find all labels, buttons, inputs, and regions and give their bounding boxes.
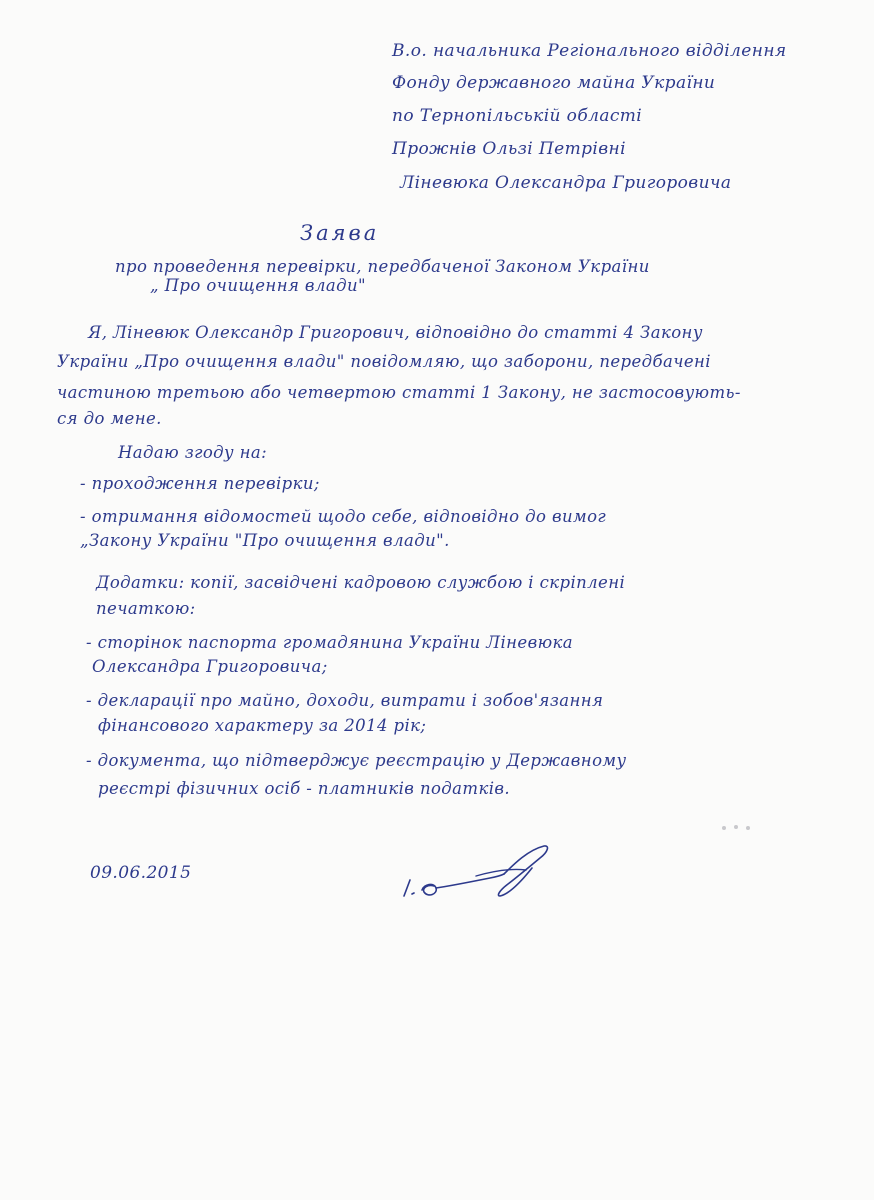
attachments-intro-line-2: печаткою: <box>96 599 196 618</box>
attachment-item-2-line-1: - декларації про майно, доходи, витрати і зобов'язання <box>86 691 604 710</box>
address-line-5: Ліневюка Олександра Григоровича <box>400 173 732 193</box>
attachment-item-1-line-1: - сторінок паспорта громадянина України Ліневюка <box>86 633 574 652</box>
document-title: Заява <box>300 221 380 245</box>
attachment-item-3-line-2: реєстрі фізичних осіб - платників податків. <box>98 779 511 798</box>
consent-item-1: - проходження перевірки; <box>80 474 320 493</box>
body-line-2: України „Про очищення влади" повідомляю, що заборони, передбачені <box>57 352 711 371</box>
body-line-3: частиною третьою або четвертою статті 1 Закону, не застосовують- <box>57 383 741 402</box>
body-line-1: Я, Ліневюк Олександр Григорович, відповідно до статті 4 Закону <box>88 323 703 342</box>
consent-intro: Надаю згоду на: <box>118 443 268 462</box>
subtitle-line-2: „ Про очищення влади" <box>150 276 366 295</box>
attachment-item-2-line-2: фінансового характеру за 2014 рік; <box>98 716 427 735</box>
address-line-3: по Тернопільській області <box>392 106 643 126</box>
address-line-4: Прожнів Ользі Петрівні <box>392 139 626 159</box>
date: 09.06.2015 <box>90 863 192 883</box>
attachments-intro-line-1: Додатки: копії, засвідчені кадровою службою і скріплені <box>96 573 626 592</box>
consent-item-2-line-1: - отримання відомостей щодо себе, відповідно до вимог <box>80 507 607 526</box>
subtitle-line-1: про проведення перевірки, передбаченої Законом України <box>115 257 650 276</box>
scan-dots <box>722 824 762 832</box>
attachment-item-3-line-1: - документа, що підтверджує реєстрацію у Державному <box>86 751 627 770</box>
address-line-1: В.о. начальника Регіонального відділення <box>392 41 787 61</box>
signature-image <box>400 838 560 918</box>
body-line-4: ся до мене. <box>57 409 162 428</box>
address-line-2: Фонду державного майна України <box>392 73 716 93</box>
consent-item-2-line-2: „Закону України "Про очищення влади". <box>80 531 450 550</box>
attachment-item-1-line-2: Олександра Григоровича; <box>92 657 328 676</box>
